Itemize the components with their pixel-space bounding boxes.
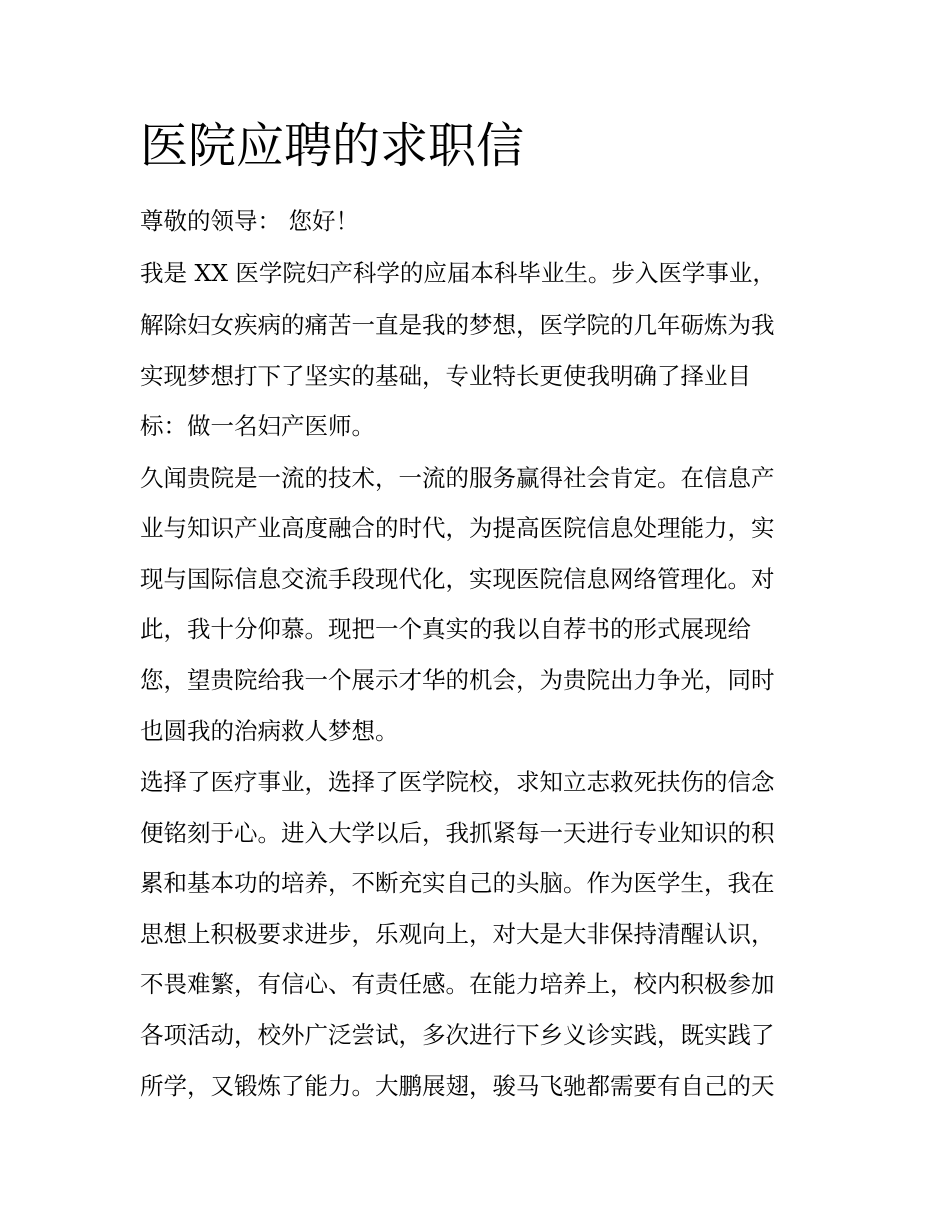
body-line-10: 也圆我的治病救人梦想。 bbox=[140, 717, 399, 745]
body-line-1: 我是 XX 医学院妇产科学的应届本科毕业生。步入医学事业， bbox=[140, 259, 776, 287]
body-line-8: 此，我十分仰慕。现把一个真实的我以自荐书的形式展现给 bbox=[140, 615, 751, 643]
body-line-17: 所学，又锻炼了能力。大鹏展翅，骏马飞驰都需要有自己的天 bbox=[140, 1072, 775, 1100]
body-line-5: 久闻贵院是一流的技术，一流的服务赢得社会肯定。在信息产 bbox=[140, 464, 775, 492]
greeting-line: 尊敬的领导： 您好！ bbox=[140, 207, 359, 235]
body-line-14: 思想上积极要求进步，乐观向上，对大是大非保持清醒认识， bbox=[140, 920, 775, 948]
body-line-3: 实现梦想打下了坚实的基础，专业特长更使我明确了择业目 bbox=[140, 362, 751, 390]
body-line-11: 选择了医疗事业，选择了医学院校，求知立志救死扶伤的信念 bbox=[140, 768, 775, 796]
body-line-15: 不畏难繁，有信心、有责任感。在能力培养上，校内积极参加 bbox=[140, 970, 775, 998]
body-line-13: 累和基本功的培养，不断充实自己的头脑。作为医学生，我在 bbox=[140, 869, 775, 897]
body-line-9: 您，望贵院给我一个展示才华的机会，为贵院出力争光，同时 bbox=[140, 666, 775, 694]
body-line-16: 各项活动，校外广泛尝试，多次进行下乡义诊实践，既实践了 bbox=[140, 1021, 775, 1049]
page-title: 医院应聘的求职信 bbox=[140, 118, 525, 174]
body-line-12: 便铭刻于心。进入大学以后，我抓紧每一天进行专业知识的积 bbox=[140, 819, 775, 847]
body-line-4: 标：做一名妇产医师。 bbox=[140, 412, 375, 440]
body-line-2: 解除妇女疾病的痛苦一直是我的梦想，医学院的几年砺炼为我 bbox=[140, 311, 775, 339]
body-line-7: 现与国际信息交流手段现代化，实现医院信息网络管理化。对 bbox=[140, 565, 775, 593]
body-line-6: 业与知识产业高度融合的时代，为提高医院信息处理能力，实 bbox=[140, 514, 775, 542]
